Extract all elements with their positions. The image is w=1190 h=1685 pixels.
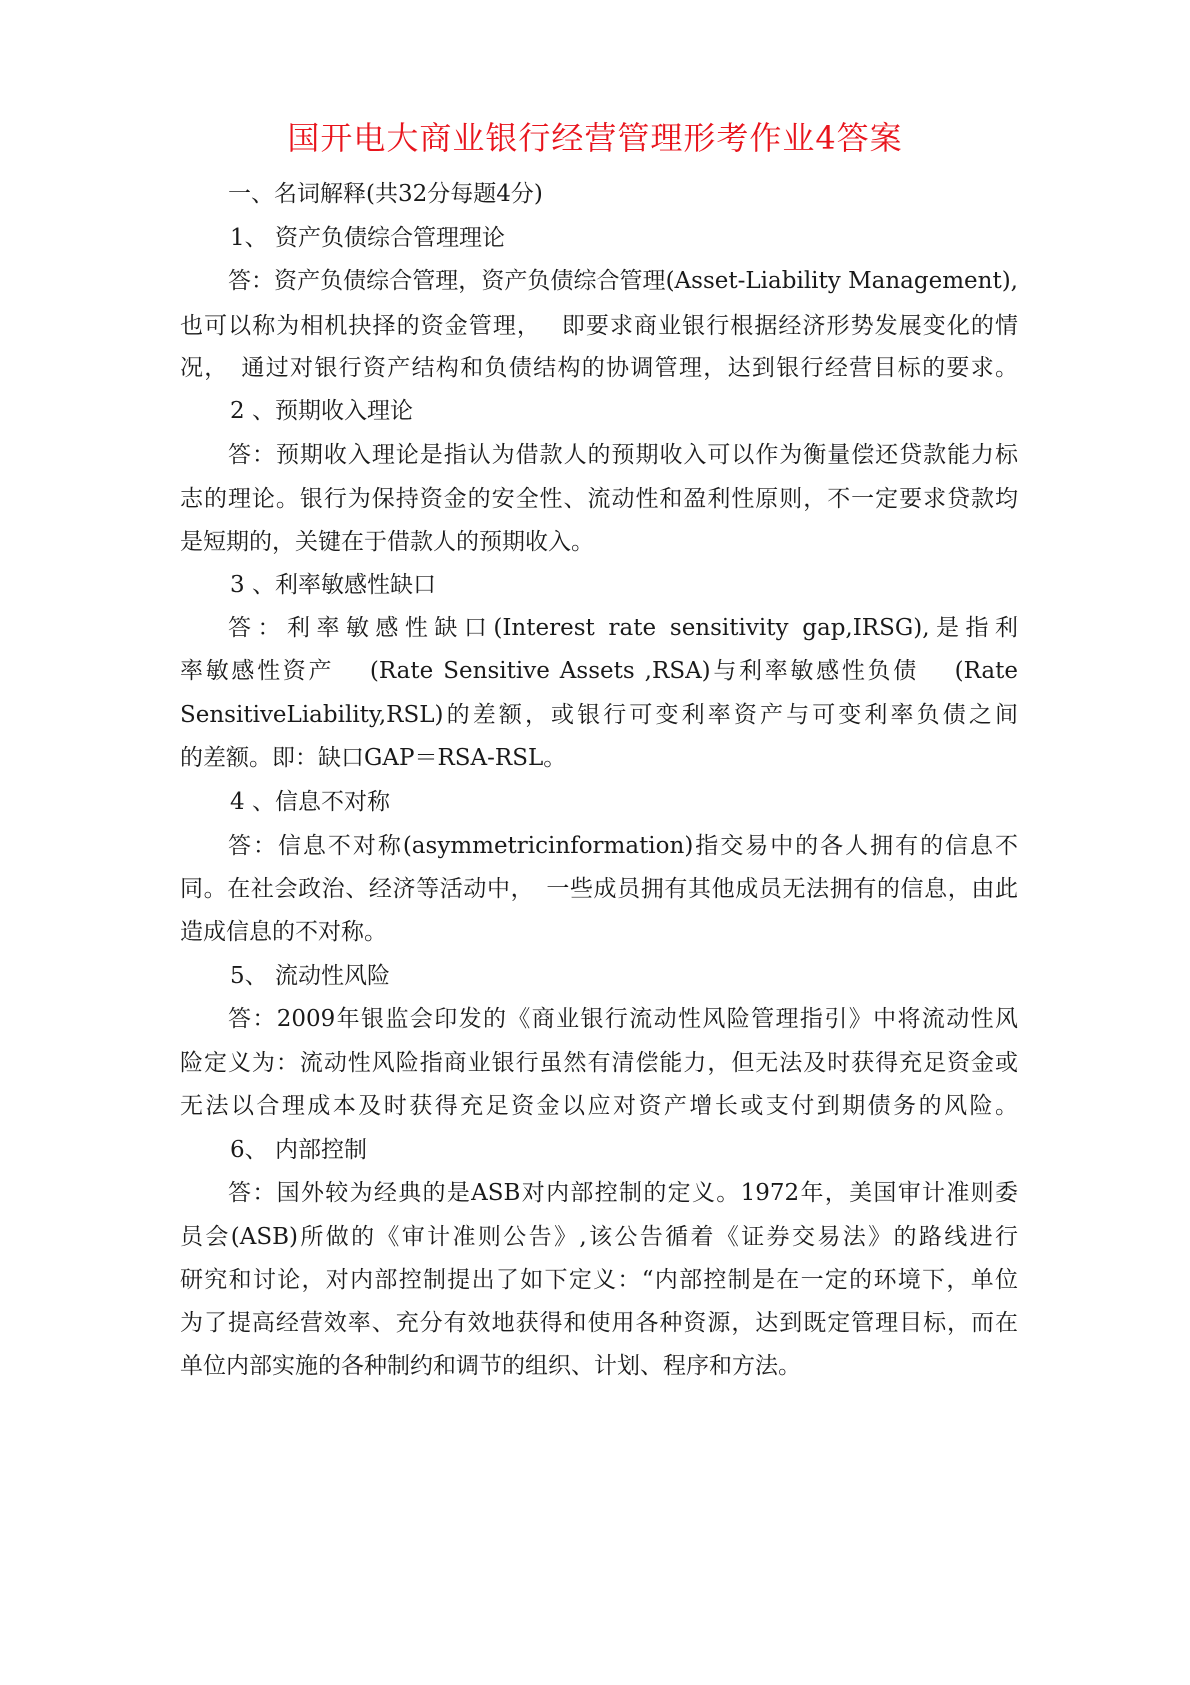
- answer-line: 况， 通过对银行资产结构和负债结构的协调管理，达到银行经营目标的要求。: [180, 355, 1018, 381]
- answer-line: 答：利率敏感性缺口(Interest rate sensitivity gap,IRSG),是指利: [228, 615, 1018, 641]
- answer-line: 同。在社会政治、经济等活动中， 一些成员拥有其他成员无法拥有的信息，由此: [180, 876, 1018, 902]
- item-heading: 4 、信息不对称: [230, 789, 390, 815]
- item-heading: 2 、预期收入理论: [230, 398, 413, 424]
- answer-line: 答：预期收入理论是指认为借款人的预期收入可以作为衡量偿还贷款能力标: [228, 442, 1018, 468]
- item-heading: 3 、利率敏感性缺口: [230, 572, 436, 598]
- answer-line: 险定义为：流动性风险指商业银行虽然有清偿能力，但无法及时获得充足资金或: [180, 1050, 1018, 1076]
- answer-line: 答：国外较为经典的是ASB对内部控制的定义。1972年，美国审计准则委: [228, 1180, 1018, 1206]
- section-heading: 一、名词解释(共32分每题4分): [228, 181, 543, 207]
- answer-line: 的差额。即：缺口GAP＝RSA-RSL。: [180, 745, 567, 771]
- answer-line: 是短期的，关键在于借款人的预期收入。: [180, 529, 594, 555]
- answer-line: 研究和讨论，对内部控制提出了如下定义：“内部控制是在一定的环境下，单位: [180, 1267, 1018, 1293]
- item-heading: 5、 流动性风险: [230, 963, 390, 989]
- answer-line: 答：资产负债综合管理，资产负债综合管理(Asset-Liability Management),: [228, 268, 1018, 294]
- answer-line: 率敏感性资产 (Rate Sensitive Assets ,RSA)与利率敏感性负债 (Rate: [180, 658, 1018, 684]
- answer-line: 志的理论。银行为保持资金的安全性、流动性和盈利性原则，不一定要求贷款均: [180, 486, 1018, 512]
- answer-line: 单位内部实施的各种制约和调节的组织、计划、程序和方法。: [180, 1353, 801, 1379]
- answer-line: 也可以称为相机抉择的资金管理， 即要求商业银行根据经济形势发展变化的情: [180, 313, 1018, 339]
- item-heading: 6、 内部控制: [230, 1137, 367, 1163]
- answer-line: 无法以合理成本及时获得充足资金以应对资产增长或支付到期债务的风险。: [180, 1093, 1018, 1119]
- item-heading: 1、 资产负债综合管理理论: [230, 225, 505, 251]
- answer-line: 为了提高经营效率、充分有效地获得和使用各种资源，达到既定管理目标，而在: [180, 1310, 1018, 1336]
- answer-line: 答：信息不对称(asymmetricinformation)指交易中的各人拥有的信息不: [228, 833, 1018, 859]
- answer-line: 造成信息的不对称。: [180, 919, 387, 945]
- answer-line: SensitiveLiability,RSL)的差额，或银行可变利率资产与可变利率负债之间: [180, 702, 1018, 728]
- document-title: 国开电大商业银行经营管理形考作业4答案: [287, 119, 903, 157]
- answer-line: 答：2009年银监会印发的《商业银行流动性风险管理指引》中将流动性风: [228, 1006, 1018, 1032]
- answer-line: 员会(ASB)所做的《审计准则公告》,该公告循着《证券交易法》的路线进行: [180, 1224, 1018, 1250]
